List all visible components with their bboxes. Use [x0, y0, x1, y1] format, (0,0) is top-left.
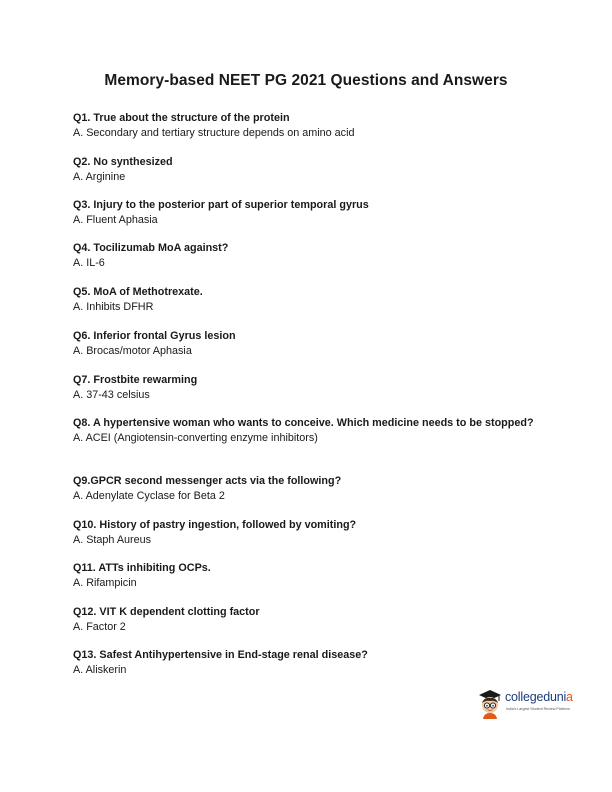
qa-item-7 [73, 373, 543, 403]
question-text: Q6. Inferior frontal Gyrus lesion [73, 330, 236, 342]
question-text: Q5. MoA of Methotrexate. [73, 286, 203, 298]
qa-item-3 [73, 198, 543, 228]
qa-item-5 [73, 285, 543, 315]
qa-item-2 [73, 155, 543, 185]
qa-item-9 [73, 474, 543, 504]
answer-text: A. Factor 2 [73, 621, 126, 633]
qa-item-13 [73, 648, 543, 678]
qa-item-11 [73, 561, 543, 591]
question-text: Q4. Tocilizumab MoA against? [73, 242, 229, 254]
logo-wordmark-main: collegeduni [505, 690, 567, 704]
qa-item-6 [73, 329, 543, 359]
question-text: Q3. Injury to the posterior part of superior temporal gyrus [73, 199, 369, 211]
question-text: Q13. Safest Antihypertensive in End-stage renal disease? [73, 649, 368, 661]
question-text: Q11. ATTs inhibiting OCPs. [73, 562, 211, 574]
page-title: Memory-based NEET PG 2021 Questions and Answers [104, 72, 508, 89]
collegedunia-logo [476, 688, 606, 720]
answer-text: A. 37-43 celsius [73, 389, 150, 401]
qa-item-12 [73, 605, 543, 635]
qa-item-4 [73, 241, 543, 271]
question-text: Q12. VIT K dependent clotting factor [73, 606, 260, 618]
answer-text: A. Brocas/motor Aphasia [73, 345, 192, 357]
qa-item-10 [73, 518, 543, 548]
logo-wordmark [505, 690, 573, 704]
logo-tagline: India's Largest Student Review Platform [506, 707, 570, 711]
answer-text: A. Adenylate Cyclase for Beta 2 [73, 490, 225, 502]
logo-wordmark-accent: a [566, 690, 573, 704]
answer-text: A. IL-6 [73, 257, 105, 269]
qa-item-1 [73, 111, 543, 141]
question-text: Q8. A hypertensive woman who wants to conceive. Which medicine needs to be stopped? [73, 417, 534, 429]
answer-text: A. Inhibits DFHR [73, 301, 154, 313]
answer-text: A. Secondary and tertiary structure depends on amino acid [73, 127, 355, 139]
question-text: Q1. True about the structure of the protein [73, 112, 290, 124]
question-text: Q9.GPCR second messenger acts via the following? [73, 475, 342, 487]
answer-text: A. Staph Aureus [73, 534, 152, 546]
answer-text: A. Rifampicin [73, 577, 137, 589]
answer-text: A. Fluent Aphasia [73, 214, 158, 226]
answer-text: A. ACEI (Angiotensin-converting enzyme inhibitors) [73, 432, 318, 444]
question-text: Q10. History of pastry ingestion, followed by vomiting? [73, 519, 357, 531]
student-mascot-icon [476, 688, 504, 720]
answer-text: A. Aliskerin [73, 664, 127, 676]
answer-text: A. Arginine [73, 171, 126, 183]
question-text: Q7. Frostbite rewarming [73, 374, 198, 386]
qa-item-8 [73, 416, 543, 446]
question-text: Q2. No synthesized [73, 156, 173, 168]
